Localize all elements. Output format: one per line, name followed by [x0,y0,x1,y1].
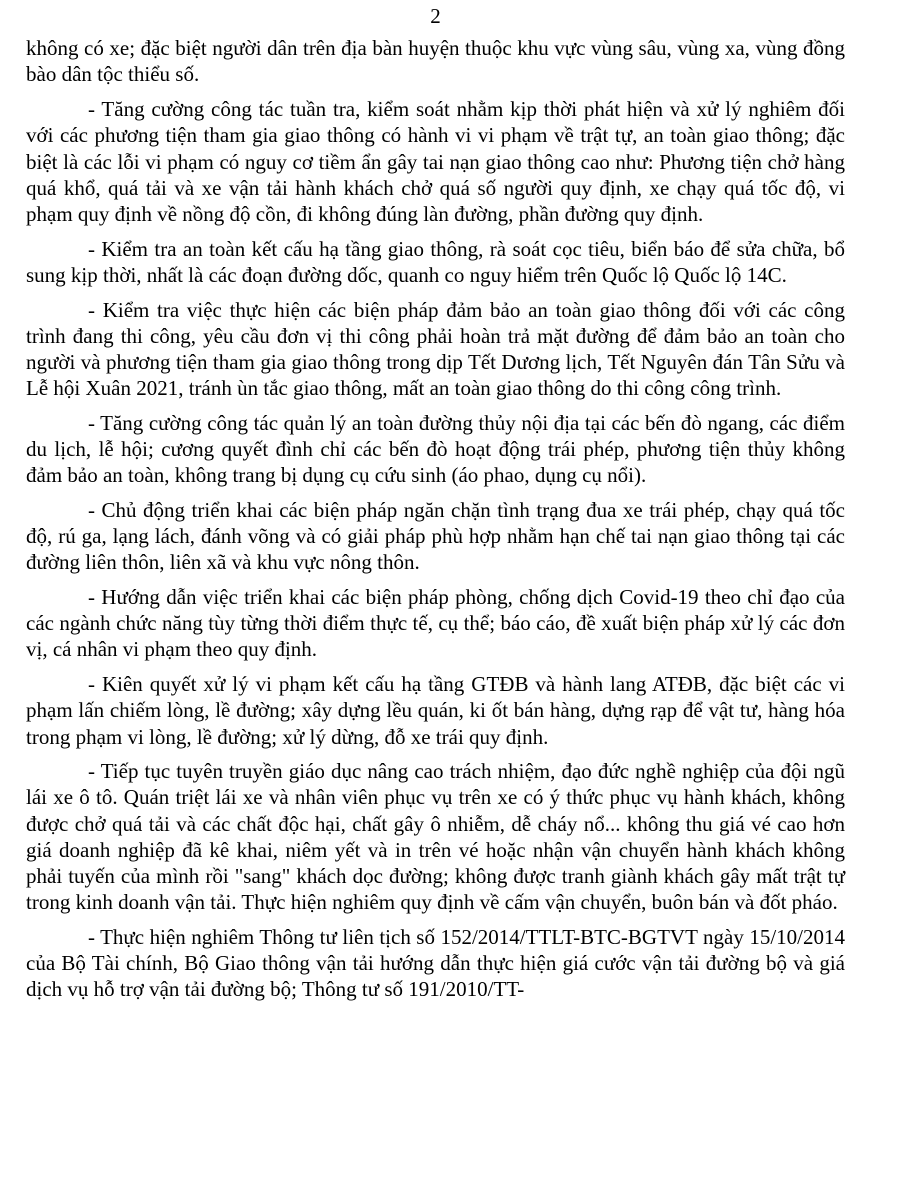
paragraph-infrastructure-inspection: - Kiểm tra an toàn kết cấu hạ tầng giao thông, rà soát cọc tiêu, biển báo để sửa chữa, bổ sung kịp thời, nhất là các đoạn đường dốc, quanh co nguy hiểm trên Quốc lộ Quốc lộ 14C. [26,236,845,287]
paragraph-waterway-safety: - Tăng cường công tác quản lý an toàn đường thủy nội địa tại các bến đò ngang, các điểm du lịch, lễ hội; cương quyết đình chỉ các bến đò hoạt động trái phép, phương tiện thủy không đảm bảo an toàn, không trang bị dụng cụ cứu sinh (áo phao, dụng cụ nổi). [26,410,845,488]
page-number: 2 [430,4,441,28]
paragraph-covid-guidance: - Hướng dẫn việc triển khai các biện pháp phòng, chống dịch Covid-19 theo chỉ đạo của các ngành chức năng tùy từng thời điểm thực tế, cụ thể; báo cáo, đề xuất biện pháp xử lý các đơn vị, cá nhân vi phạm theo quy định. [26,585,845,662]
paragraph-road-violations: - Kiên quyết xử lý vi phạm kết cấu hạ tầng GTĐB và hành lang ATĐB, đặc biệt các vi phạm lấn chiếm lòng, lề đường; xây dựng lều quán, ki ốt bán hàng, dựng rạp để vật tư, hàng hóa trong phạm vi lòng, lề đường; xử lý dừng, đỗ xe trái quy định. [26,672,845,749]
paragraph-construction-safety: - Kiểm tra việc thực hiện các biện pháp đảm bảo an toàn giao thông đối với các công trình đang thi công, yêu cầu đơn vị thi công phải hoàn trả mặt đường để đảm bảo an toàn cho người và phương tiện tham gia giao thông trong dịp Tết Dương lịch, Tết Nguyên đán Tân Sửu và Lễ hội Xuân 2021, tránh ùn tắc giao thông, mất an toàn giao thông do thi công công trình. [26,297,845,401]
paragraph-illegal-racing: - Chủ động triển khai các biện pháp ngăn chặn tình trạng đua xe trái phép, chạy quá tốc độ, rú ga, lạng lách, đánh võng và có giải pháp phù hợp nhằm hạn chế tai nạn giao thông tại các đường liên thôn, liên xã và khu vực nông thôn. [26,497,845,575]
paragraph-patrol-control: - Tăng cường công tác tuần tra, kiểm soát nhằm kịp thời phát hiện và xử lý nghiêm đối với các phương tiện tham gia giao thông có hành vi vi phạm về trật tự, an toàn giao thông; đặc biệt là các lỗi vi phạm có nguy cơ tiềm ẩn gây tai nạn giao thông cao như: Phương tiện chở hàng quá khổ, quá tải và xe vận tải hành khách chở quá số người quy định, xe chạy quá tốc độ, vi phạm quy định về nồng độ cồn, đi không đúng làn đường, phần đường quy định. [26,97,845,226]
paragraph-continuation: không có xe; đặc biệt người dân trên địa bàn huyện thuộc khu vực vùng sâu, vùng xa, vùng đồng bào dân tộc thiểu số. [26,36,845,87]
paragraph-circular-compliance: - Thực hiện nghiêm Thông tư liên tịch số 152/2014/TTLT-BTC-BGTVT ngày 15/10/2014 của Bộ Tài chính, Bộ Giao thông vận tải hướng dẫn thực hiện giá cước vận tải đường bộ và giá dịch vụ hỗ trợ vận tải đường bộ; Thông tư số 191/2010/TT- [26,925,845,1002]
paragraph-driver-education: - Tiếp tục tuyên truyền giáo dục nâng cao trách nhiệm, đạo đức nghề nghiệp của đội ngũ lái xe ô tô. Quán triệt lái xe và nhân viên phục vụ trên xe có ý thức phục vụ hành khách, không được chở quá tải và các chất độc hại, chất gây ô nhiễm, dễ cháy nổ... không thu giá vé cao hơn giá doanh nghiệp đã kê khai, niêm yết và in trên vé hoặc nhận vận chuyển hành khách không phải tuyến của mình rồi "sang" khách dọc đường; không được tranh giành khách gây mất trật tự trong kinh doanh vận tải. Thực hiện nghiêm quy định về cấm vận chuyển, buôn bán và đốt pháo. [26,759,845,915]
